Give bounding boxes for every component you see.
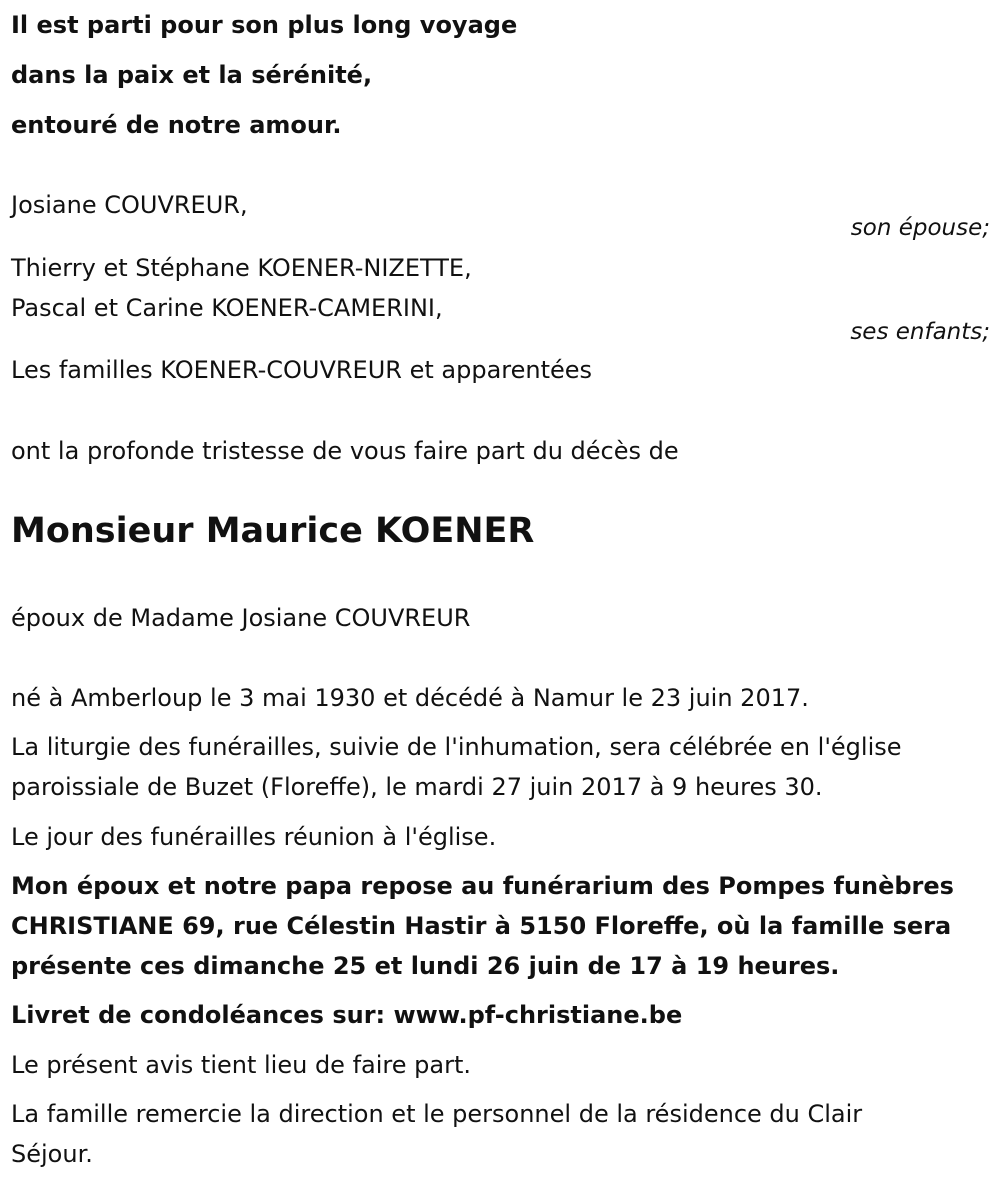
liturgy-line-2: paroissiale de Buzet (Floreffe), le mardi 27 juin 2017 à 9 heures 30. xyxy=(11,773,823,801)
meeting-line: Le jour des funérailles réunion à l'église. xyxy=(11,823,497,851)
funerarium-line-3: présente ces dimanche 25 et lundi 26 juin de 17 à 19 heures. xyxy=(11,952,840,980)
verse-line-2: dans la paix et la sérénité, xyxy=(11,61,373,89)
children-relation: ses enfants; xyxy=(850,319,990,345)
spouse-of-line: époux de Madame Josiane COUVREUR xyxy=(11,604,471,632)
spouse-relation: son épouse; xyxy=(850,215,990,241)
liturgy-line-1: La liturgie des funérailles, suivie de l'inhumation, sera célébrée en l'église xyxy=(11,733,902,761)
thanks-line-1: La famille remercie la direction et le personnel de la résidence du Clair xyxy=(11,1100,863,1128)
funerarium-line-2: CHRISTIANE 69, rue Célestin Hastir à 5150 Floreffe, où la famille sera xyxy=(11,912,952,940)
funerarium-line-1: Mon époux et notre papa repose au funérarium des Pompes funèbres xyxy=(11,872,954,900)
verse-line-3: entouré de notre amour. xyxy=(11,111,342,139)
notice-line: Le présent avis tient lieu de faire part. xyxy=(11,1051,471,1079)
child-name-2: Pascal et Carine KOENER-CAMERINI, xyxy=(11,294,443,322)
condolences-line: Livret de condoléances sur: www.pf-christiane.be xyxy=(11,1001,683,1029)
announcement-text: ont la profonde tristesse de vous faire part du décès de xyxy=(11,437,679,465)
birth-death-line: né à Amberloup le 3 mai 1930 et décédé à Namur le 23 juin 2017. xyxy=(11,684,809,712)
deceased-name: Monsieur Maurice KOENER xyxy=(11,511,535,551)
verse-line-1: Il est parti pour son plus long voyage xyxy=(11,11,518,39)
child-name-1: Thierry et Stéphane KOENER-NIZETTE, xyxy=(11,254,472,282)
families-line: Les familles KOENER-COUVREUR et apparentées xyxy=(11,356,593,384)
thanks-line-2: Séjour. xyxy=(11,1140,93,1168)
spouse-name: Josiane COUVREUR, xyxy=(11,191,248,219)
